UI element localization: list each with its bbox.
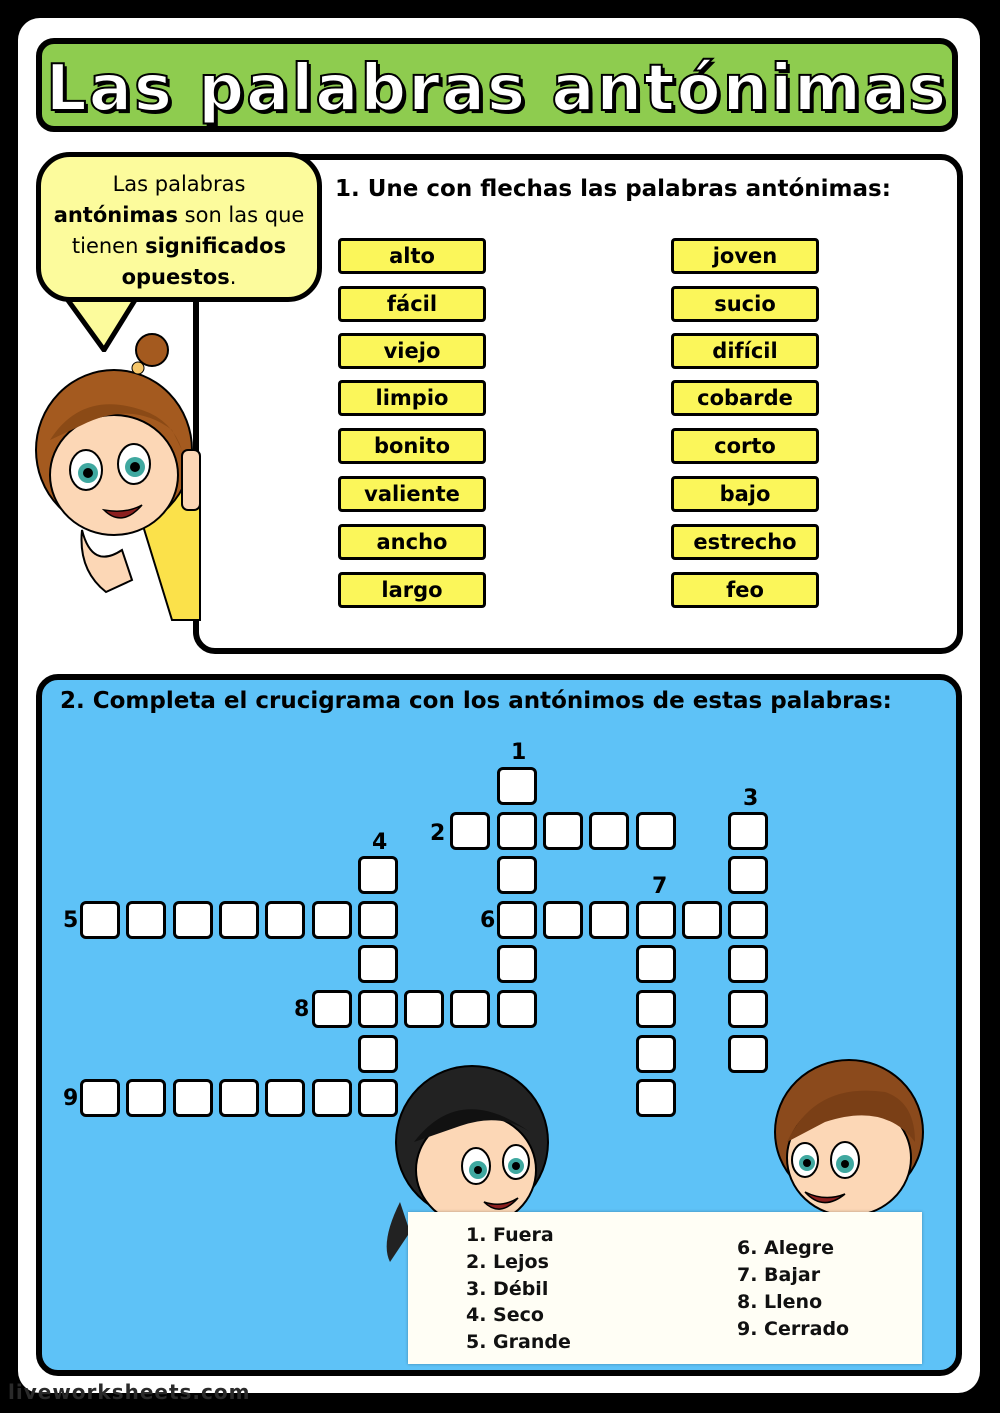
crossword-cell[interactable]: [497, 856, 537, 894]
clue-item: 3. Débil: [466, 1278, 549, 1300]
left-word[interactable]: valiente: [338, 476, 486, 512]
crossword-cell[interactable]: [358, 990, 398, 1028]
crossword-cell[interactable]: [126, 1079, 166, 1117]
crossword-cell[interactable]: [80, 901, 120, 939]
bubble-line: son las que: [177, 203, 305, 227]
bubble-bold-word: opuestos: [121, 265, 230, 289]
crossword-cell[interactable]: [450, 812, 490, 850]
crossword-cell[interactable]: [312, 901, 352, 939]
left-word[interactable]: viejo: [338, 333, 486, 369]
clue-item: 8. Lleno: [737, 1291, 823, 1313]
clue-item: 9. Cerrado: [737, 1318, 850, 1340]
crossword-cell[interactable]: [126, 901, 166, 939]
crossword-cell[interactable]: [728, 990, 768, 1028]
crossword-cell[interactable]: [219, 901, 259, 939]
definition-bubble: [36, 152, 322, 302]
left-word[interactable]: ancho: [338, 524, 486, 560]
left-word[interactable]: bonito: [338, 428, 486, 464]
clue-number: 7: [652, 874, 668, 899]
crossword-cell[interactable]: [358, 945, 398, 983]
boy-holding-card-illustration: [765, 1052, 935, 1222]
crossword-cell[interactable]: [728, 901, 768, 939]
crossword-cell[interactable]: [358, 901, 398, 939]
crossword-cell[interactable]: [636, 812, 676, 850]
crossword-cell[interactable]: [636, 990, 676, 1028]
crossword-cell[interactable]: [497, 812, 537, 850]
left-word[interactable]: limpio: [338, 380, 486, 416]
crossword-cell[interactable]: [589, 901, 629, 939]
crossword-cell[interactable]: [636, 1035, 676, 1073]
clue-number: 9: [63, 1086, 79, 1111]
clue-item: 1. Fuera: [466, 1224, 554, 1246]
bubble-line: tienen: [71, 234, 146, 258]
crossword-cell[interactable]: [589, 812, 629, 850]
left-word[interactable]: largo: [338, 572, 486, 608]
clue-item: 5. Grande: [466, 1331, 571, 1353]
bubble-bold-word: antónimas: [53, 203, 178, 227]
clue-number: 4: [372, 830, 388, 855]
crossword-cell[interactable]: [173, 901, 213, 939]
girl-illustration: [22, 330, 202, 630]
crossword-cell[interactable]: [497, 945, 537, 983]
crossword-cell[interactable]: [173, 1079, 213, 1117]
page-title: Las palabras antónimas: [45, 52, 949, 126]
exercise1-heading: 1. Une con flechas las palabras antónimas:: [335, 176, 891, 202]
clue-number: 3: [743, 786, 759, 811]
right-word[interactable]: joven: [671, 238, 819, 274]
clue-number: 1: [511, 740, 527, 765]
crossword-cell[interactable]: [265, 901, 305, 939]
crossword-cell[interactable]: [543, 812, 583, 850]
watermark: liveworksheets.com: [8, 1380, 251, 1404]
bubble-line: .: [229, 265, 237, 289]
right-word[interactable]: feo: [671, 572, 819, 608]
clue-number: 6: [480, 908, 496, 933]
crossword-cell[interactable]: [636, 1079, 676, 1117]
clue-item: 4. Seco: [466, 1304, 544, 1326]
crossword-cell[interactable]: [728, 945, 768, 983]
crossword-cell[interactable]: [312, 1079, 352, 1117]
crossword-cell[interactable]: [497, 901, 537, 939]
exercise2-heading: 2. Completa el crucigrama con los antónimos de estas palabras:: [60, 688, 892, 714]
clue-number: 5: [63, 908, 79, 933]
crossword-cell[interactable]: [219, 1079, 259, 1117]
crossword-cell[interactable]: [312, 990, 352, 1028]
crossword-cell[interactable]: [265, 1079, 305, 1117]
right-word[interactable]: corto: [671, 428, 819, 464]
left-word[interactable]: alto: [338, 238, 486, 274]
crossword-cell[interactable]: [358, 856, 398, 894]
bubble-bold-word: significados: [145, 234, 287, 258]
clue-number: 8: [294, 997, 310, 1022]
right-word[interactable]: cobarde: [671, 380, 819, 416]
crossword-cell[interactable]: [636, 945, 676, 983]
definition-text: [49, 169, 309, 293]
left-word[interactable]: fácil: [338, 286, 486, 322]
crossword-cell[interactable]: [543, 901, 583, 939]
clue-item: 2. Lejos: [466, 1251, 549, 1273]
bubble-line: Las palabras: [112, 172, 246, 196]
right-word[interactable]: estrecho: [671, 524, 819, 560]
crossword-cell[interactable]: [450, 990, 490, 1028]
crossword-cell[interactable]: [80, 1079, 120, 1117]
crossword-cell[interactable]: [728, 856, 768, 894]
title-banner: [36, 38, 958, 132]
right-word[interactable]: sucio: [671, 286, 819, 322]
crossword-cell[interactable]: [497, 767, 537, 805]
crossword-cell[interactable]: [728, 1035, 768, 1073]
crossword-cell[interactable]: [636, 901, 676, 939]
clue-item: 6. Alegre: [737, 1237, 835, 1259]
clue-item: 7. Bajar: [737, 1264, 821, 1286]
crossword-cell[interactable]: [404, 990, 444, 1028]
crossword-cell[interactable]: [497, 990, 537, 1028]
clue-number: 2: [430, 821, 446, 846]
right-word[interactable]: difícil: [671, 333, 819, 369]
right-word[interactable]: bajo: [671, 476, 819, 512]
crossword-cell[interactable]: [728, 812, 768, 850]
crossword-cell[interactable]: [682, 901, 722, 939]
